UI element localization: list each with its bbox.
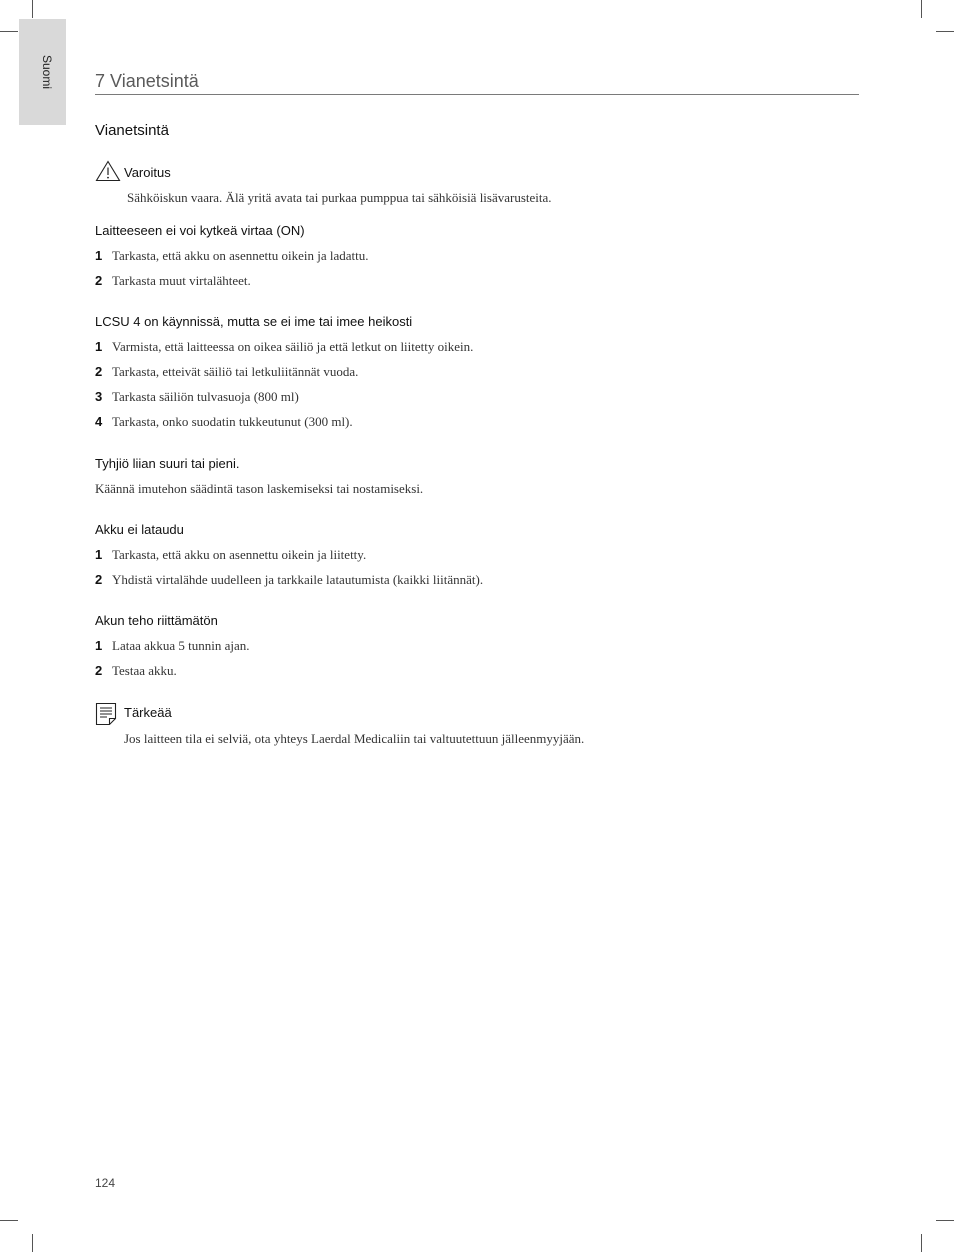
step-number: 2 [95, 572, 103, 587]
crop-mark [0, 1220, 18, 1221]
crop-mark [32, 1234, 33, 1252]
warning-triangle-icon [95, 160, 121, 182]
language-tab [19, 19, 66, 125]
language-label: Suomi [40, 54, 54, 90]
step-number: 1 [95, 248, 103, 263]
important-text: Jos laitteen tila ei selviä, ota yhteys Laerdal Medicaliin tai valtuutettuun jälleenmyyjään. [124, 731, 585, 746]
important-label: Tärkeää [124, 705, 172, 720]
step-text: Tarkasta säiliön tulvasuoja (800 ml) [112, 389, 299, 404]
step-text: Lataa akkua 5 tunnin ajan. [112, 638, 250, 653]
step-text: Varmista, että laitteessa on oikea säiliö ja että letkut on liitetty oikein. [112, 339, 474, 354]
step-text: Tarkasta, etteivät säiliö tai letkuliitännät vuoda. [112, 364, 359, 379]
step-number: 2 [95, 364, 103, 379]
crop-mark [936, 31, 954, 32]
warning-text: Sähköiskun vaara. Älä yritä avata tai purkaa pumppua tai sähköisiä lisävarusteita. [127, 190, 552, 205]
step-number: 1 [95, 638, 103, 653]
crop-mark [921, 1234, 922, 1252]
step-text: Tarkasta, että akku on asennettu oikein ja liitetty. [112, 547, 367, 562]
step-number: 4 [95, 414, 103, 429]
note-icon [95, 702, 117, 726]
warning-label: Varoitus [124, 165, 171, 180]
step-number: 1 [95, 547, 103, 562]
step-number: 2 [95, 273, 103, 288]
crop-mark [32, 0, 33, 18]
paragraph: Käännä imutehon säädintä tason laskemiseksi tai nostamiseksi. [95, 481, 424, 496]
subsection-heading: Akun teho riittämätön [95, 613, 218, 628]
step-text: Tarkasta, että akku on asennettu oikein ja ladattu. [112, 248, 369, 263]
crop-mark [0, 31, 18, 32]
step-number: 3 [95, 389, 103, 404]
step-text: Tarkasta muut virtalähteet. [112, 273, 251, 288]
page-number: 124 [95, 1176, 116, 1190]
chapter-title: 7 Vianetsintä [95, 70, 859, 95]
step-text: Tarkasta, onko suodatin tukkeutunut (300 ml). [112, 414, 353, 429]
step-text: Yhdistä virtalähde uudelleen ja tarkkaile latautumista (kaikki liitännät). [112, 572, 484, 587]
subsection-heading: Tyhjiö liian suuri tai pieni. [95, 456, 240, 471]
step-text: Testaa akku. [112, 663, 177, 678]
crop-mark [921, 0, 922, 18]
subsection-heading: Akku ei lataudu [95, 522, 184, 537]
section-title: Vianetsintä [95, 122, 169, 139]
subsection-heading: LCSU 4 on käynnissä, mutta se ei ime tai imee heikosti [95, 314, 413, 329]
crop-mark [936, 1220, 954, 1221]
subsection-heading: Laitteeseen ei voi kytkeä virtaa (ON) [95, 223, 305, 238]
step-number: 1 [95, 339, 103, 354]
step-number: 2 [95, 663, 103, 678]
